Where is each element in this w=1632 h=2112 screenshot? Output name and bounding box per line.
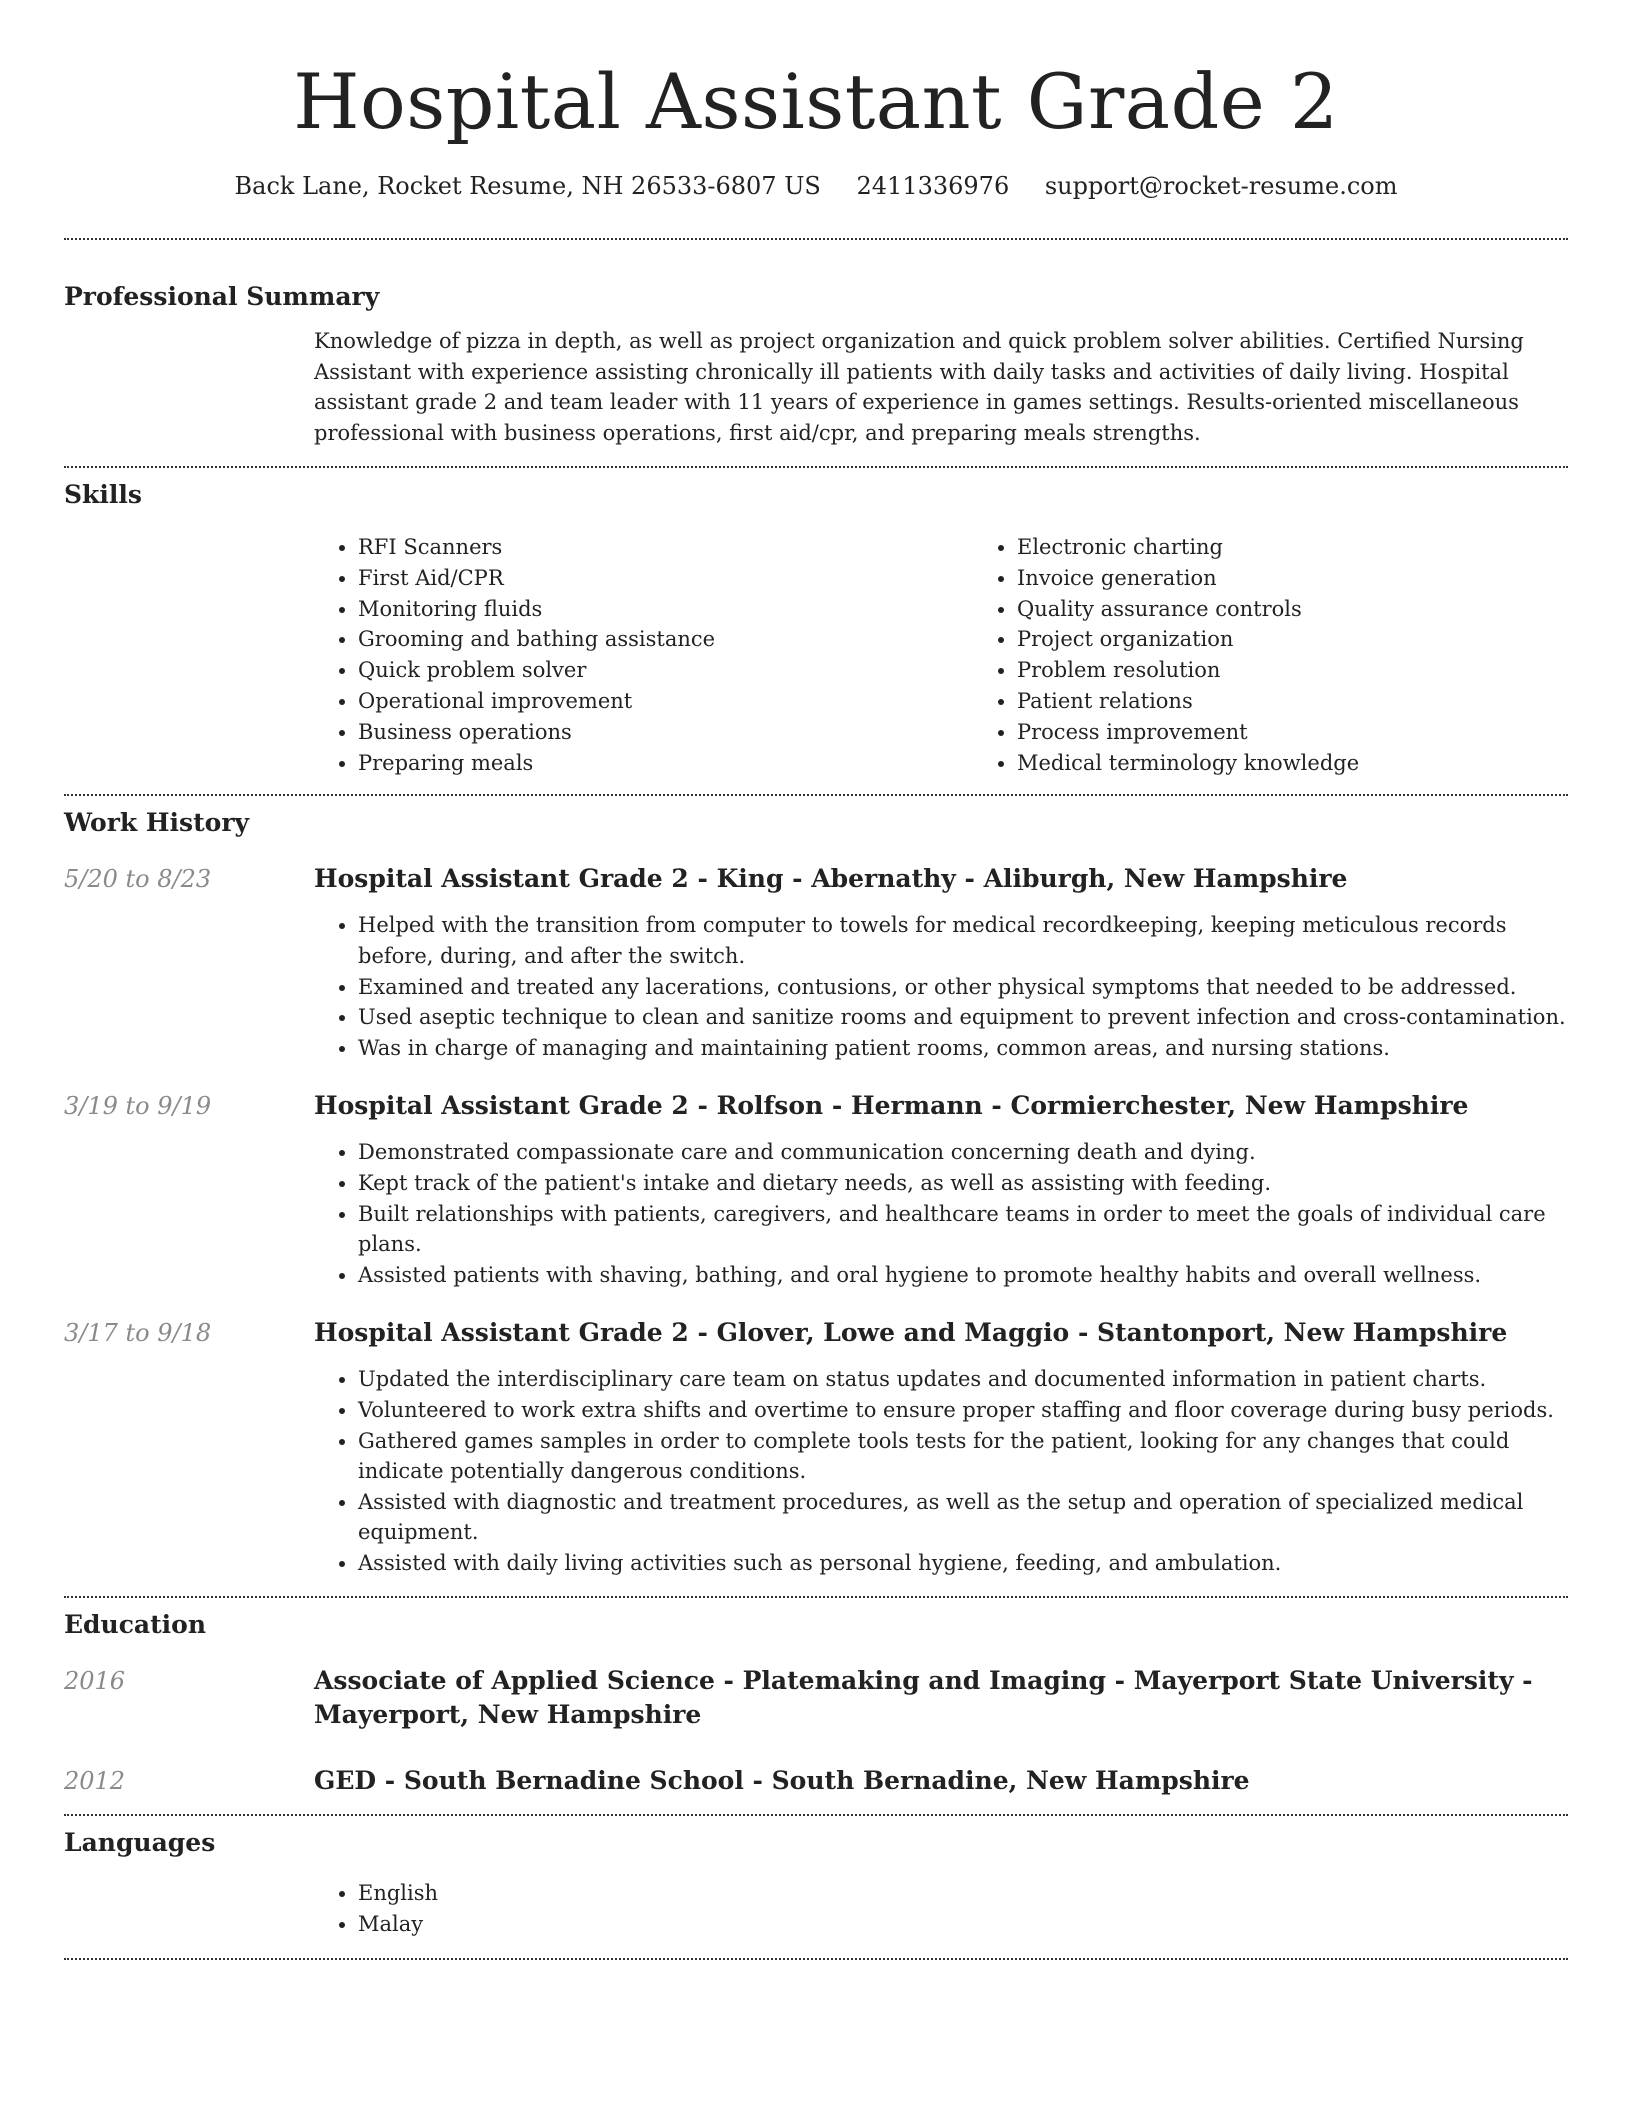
job-dates: 5/20 to 8/23	[64, 865, 212, 894]
divider	[64, 1814, 1568, 1816]
job-bullet: • Kept track of the patient's intake and dietary needs, as well as assisting with feeding.	[358, 1168, 1568, 1199]
job-bullet: • Assisted with daily living activities such as personal hygiene, feeding, and ambulation.	[358, 1548, 1568, 1579]
education-year: 2012	[64, 1767, 126, 1796]
job-bullet: • Was in charge of managing and maintaining patient rooms, common areas, and nursing stations.	[358, 1033, 1568, 1064]
skill-item: • Problem resolution	[1017, 655, 1632, 686]
job-bullet: • Used aseptic technique to clean and sanitize rooms and equipment to prevent infection and cross-contamination.	[358, 1002, 1568, 1033]
skill-item: • First Aid/CPR	[358, 563, 973, 594]
job-bullet: • Examined and treated any lacerations, contusions, or other physical symptoms that needed to be addressed.	[358, 972, 1568, 1003]
work-title: Work History	[64, 808, 250, 838]
job-bullet: • Volunteered to work extra shifts and overtime to ensure proper staffing and floor coverage during busy periods.	[358, 1395, 1568, 1426]
job-bullet: • Built relationships with patients, caregivers, and healthcare teams in order to meet the goals of individual care plans.	[358, 1199, 1568, 1260]
skill-item: • Invoice generation	[1017, 563, 1632, 594]
education-entry	[64, 1764, 1568, 1798]
contact-phone: 2411336976	[856, 172, 1010, 200]
job-entry	[64, 1316, 1568, 1578]
divider	[64, 238, 1568, 240]
job-bullets	[314, 910, 1568, 1063]
job-title: Hospital Assistant Grade 2 - Glover, Lowe and Maggio - Stantonport, New Hampshire	[314, 1318, 1508, 1348]
summary-text: Knowledge of pizza in depth, as well as project organization and quick problem solver abilities. Certified Nursing Assistant with experience assisting chronically ill patients with daily tasks and activities of daily living. Hospital assistant grade 2 and team leader with 11 years of experience in games settings. Results-oriented miscellaneous professional with business operations, first aid/cpr, and preparing meals strengths.	[314, 329, 1524, 445]
contact-address: Back Lane, Rocket Resume, NH 26533-6807 US	[234, 172, 821, 200]
education-year: 2016	[64, 1667, 126, 1696]
skill-item: • Operational improvement	[358, 686, 973, 717]
skills-list-left	[314, 532, 973, 778]
skill-item: • Quality assurance controls	[1017, 594, 1632, 625]
job-entry	[64, 862, 1568, 1063]
job-bullet: • Assisted patients with shaving, bathing, and oral hygiene to promote healthy habits and overall wellness.	[358, 1260, 1568, 1291]
languages-section	[64, 1826, 1568, 1940]
job-bullet: • Helped with the transition from computer to towels for medical recordkeeping, keeping meticulous records before, during, and after the switch.	[358, 910, 1568, 971]
skill-item: • Project organization	[1017, 624, 1632, 655]
job-title: Hospital Assistant Grade 2 - King - Abernathy - Aliburgh, New Hampshire	[314, 864, 1348, 894]
skill-item: • Monitoring fluids	[358, 594, 973, 625]
skills-list-right	[973, 532, 1632, 778]
education-text: GED - South Bernadine School - South Bernadine, New Hampshire	[314, 1766, 1250, 1796]
languages-title: Languages	[64, 1828, 216, 1858]
summary-title: Professional Summary	[64, 282, 380, 311]
divider	[64, 1958, 1568, 1960]
job-title: Hospital Assistant Grade 2 - Rolfson - Hermann - Cormierchester, New Hampshire	[314, 1091, 1469, 1121]
skills-title: Skills	[64, 480, 142, 509]
education-title: Education	[64, 1610, 207, 1640]
job-bullet: • Updated the interdisciplinary care team on status updates and documented information in patient charts.	[358, 1364, 1568, 1395]
languages-list	[314, 1878, 1568, 1940]
divider	[64, 1596, 1568, 1598]
contact-email: support@rocket-resume.com	[1044, 172, 1398, 200]
skill-item: • Patient relations	[1017, 686, 1632, 717]
language-item: • Malay	[358, 1909, 1568, 1940]
job-dates: 3/17 to 9/18	[64, 1319, 212, 1348]
skills-section	[64, 478, 1568, 778]
language-item: • English	[358, 1878, 1568, 1909]
education-entry	[64, 1664, 1568, 1732]
skill-item: • Preparing meals	[358, 748, 973, 779]
job-bullet: • Assisted with diagnostic and treatment procedures, as well as the setup and operation of specialized medical equipment.	[358, 1487, 1568, 1548]
job-bullets	[314, 1364, 1568, 1578]
education-section	[64, 1608, 1568, 1798]
job-bullet: • Demonstrated compassionate care and communication concerning death and dying.	[358, 1137, 1568, 1168]
contact-line	[64, 168, 1568, 204]
skill-item: • RFI Scanners	[358, 532, 973, 563]
skill-item: • Grooming and bathing assistance	[358, 624, 973, 655]
divider	[64, 466, 1568, 468]
job-dates: 3/19 to 9/19	[64, 1092, 212, 1121]
job-entry	[64, 1089, 1568, 1290]
resume-page	[64, 0, 1568, 1960]
skill-item: • Process improvement	[1017, 717, 1632, 748]
skill-item: • Business operations	[358, 717, 973, 748]
skill-item: • Electronic charting	[1017, 532, 1632, 563]
skill-item: • Quick problem solver	[358, 655, 973, 686]
divider	[64, 794, 1568, 796]
education-text: Associate of Applied Science - Platemaking and Imaging - Mayerport State University - Mayerport, New Hampshire	[314, 1666, 1533, 1730]
summary-section	[64, 280, 1568, 448]
job-bullets	[314, 1137, 1568, 1290]
skill-item: • Medical terminology knowledge	[1017, 748, 1632, 779]
job-bullet: • Gathered games samples in order to complete tools tests for the patient, looking for any changes that could indicate potentially dangerous conditions.	[358, 1426, 1568, 1487]
candidate-name: Hospital Assistant Grade 2	[293, 57, 1339, 146]
work-section	[64, 806, 1568, 1578]
